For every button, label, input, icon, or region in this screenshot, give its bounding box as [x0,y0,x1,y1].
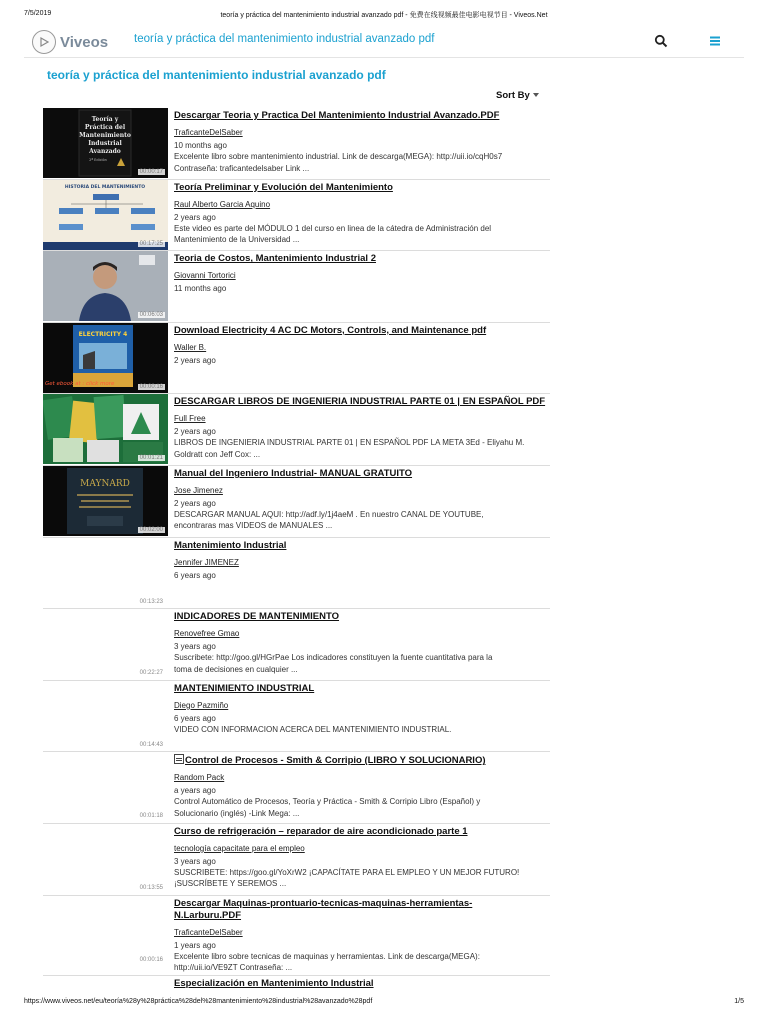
video-thumbnail[interactable] [43,752,168,822]
video-title-link[interactable]: Especialización en Mantenimiento Industrial [174,977,374,989]
video-description-continued: Contraseña: traficantedelsaber Link ... [174,163,310,173]
video-duration: 00:02:00 [139,526,163,533]
book-title-line-5: Avanzado [89,148,121,155]
book-title-line-3: Mantenimiento [79,132,131,139]
video-description: Control Automático de Procesos, Teoría y Práctica - Smith & Corripio Libro (Español) y [174,797,481,807]
video-thumbnail[interactable] [43,108,168,178]
video-title-link[interactable]: DESCARGAR LIBROS DE INGENIERIA INDUSTRIAL PARTE 01 | EN ESPAÑOL PDF [174,396,546,408]
video-thumbnail[interactable] [43,824,168,894]
result-item[interactable] [43,609,550,681]
video-duration: 00:22:27 [139,670,163,677]
video-title-link[interactable]: Mantenimiento Industrial [174,539,287,551]
video-thumbnail[interactable] [43,394,168,464]
channel-link[interactable]: Waller B. [174,342,207,352]
video-description: Suscribete: http://goo.gl/HGrPae Los indicadores constituyen la fuente cuantitativa para la [174,653,493,663]
video-title-link[interactable] [174,754,550,767]
print-page-number: 1/5 [734,998,744,1005]
electricity-book-thumbnail-image [43,323,168,393]
manual-cover-thumbnail-image [43,466,168,536]
video-title-text: Control de Procesos - Smith & Corripio (LIBRO Y SOLUCIONARIO) [185,755,486,767]
print-document-title: teoría y práctica del mantenimiento industrial avanzado pdf - 免费在线视频最佳电影电视节目 - Viveos.Net [220,12,548,19]
upload-age: 2 years ago [174,212,216,222]
slide-diagram-thumbnail-image [43,180,168,250]
result-info [174,253,550,294]
result-item[interactable] [43,180,550,252]
video-duration: 00:00:16 [139,383,163,390]
result-info [174,683,550,736]
upload-age: 6 years ago [174,570,216,580]
search-results-list [43,108,550,990]
upload-age: 2 years ago [174,427,216,437]
book-cover-title: ELECTRICITY 4 [78,330,128,338]
channel-link[interactable]: Giovanni Tortorici [174,271,236,281]
video-thumbnail[interactable] [43,180,168,250]
result-info [174,468,550,532]
book-edition: 2ª Edición [89,158,107,162]
book-title-line-1: Teoría y [91,116,119,123]
upload-age: 3 years ago [174,856,216,866]
video-thumbnail[interactable] [43,323,168,393]
upload-age: 11 months ago [174,284,227,294]
video-duration: 00:00:16 [139,956,163,963]
page-heading: teoría y práctica del mantenimiento industrial avanzado pdf [47,68,386,82]
video-duration: 00:13:55 [139,884,163,891]
channel-link[interactable]: Raul Alberto Garcia Aquino [174,199,271,209]
video-thumbnail[interactable] [43,609,168,679]
print-date: 7/5/2019 [24,10,52,17]
book-title-line-4: Industrial [88,140,122,147]
video-title-link[interactable]: Descargar Maquinas-prontuario-tecnicas-maquinas-herramientas-N.Larburu.PDF [174,897,473,921]
result-info [174,611,550,675]
result-info [174,978,550,990]
channel-link[interactable]: Full Free [174,414,206,424]
result-info [174,826,550,890]
viveos-logo[interactable] [32,28,108,56]
result-item[interactable] [43,681,550,753]
video-description-continued: toma de decisiones en cualquier ... [174,664,298,674]
print-footer [24,998,744,1010]
video-title-link[interactable]: Download Electricity 4 AC DC Motors, Controls, and Maintenance pdf [174,324,487,336]
sort-by-label: Sort By [496,90,530,101]
video-description-continued: Goldratt con Jeff Cox: ... [174,449,261,459]
channel-link[interactable]: Renovefree Gmao [174,629,240,639]
video-description-continued: encontraras mas VIDEOS de MANUALES ... [174,521,333,531]
promo-overlay-text: Get ebook at : click more [45,380,115,387]
video-description: VIDEO CON INFORMACION ACERCA DEL MANTENIMIENTO INDUSTRIAL. [174,724,452,734]
video-duration: 00:17:25 [139,240,163,247]
result-info [174,540,550,581]
video-title-link[interactable]: INDICADORES DE MANTENIMIENTO [174,611,340,623]
nav-page-title[interactable]: teoría y práctica del mantenimiento industrial avanzado pdf [134,33,435,45]
video-thumbnail[interactable] [43,896,168,966]
video-duration: 00:00:17 [139,169,163,175]
result-item[interactable] [43,251,550,323]
channel-link[interactable]: TraficanteDelSaber [174,128,243,137]
top-navbar [24,26,744,58]
result-info [174,325,550,366]
video-duration: 00:01:21 [139,455,163,462]
channel-link[interactable]: Jennifer JIMENEZ [174,557,239,567]
video-title-link[interactable]: Descargar Teoria y Practica Del Mantenimiento Industrial Avanzado.PDF [174,110,500,121]
sort-by-dropdown[interactable] [496,90,539,101]
print-header [24,10,744,22]
video-duration: 00:06:03 [139,312,163,319]
hamburger-menu-icon[interactable] [708,34,722,48]
video-thumbnail[interactable] [43,681,168,751]
result-info [174,182,550,246]
channel-link[interactable]: Diego Pazmiño [174,700,229,710]
result-info [174,110,550,174]
upload-age: a years ago [174,786,216,796]
channel-link[interactable]: TraficanteDelSaber [174,927,243,937]
video-description: LIBROS DE INGENIERIA INDUSTRIAL PARTE 01 | EN ESPAÑOL PDF LA META 3Ed - Eliyahu M. [174,438,525,448]
video-thumbnail[interactable] [43,538,168,608]
video-thumbnail[interactable] [43,466,168,536]
video-description: Excelente libro sobre tecnicas de maquinas y herramientas. Link de descarga(MEGA): [174,951,480,961]
print-url: https://www.viveos.net/eu/teoría%28y%28práctica%28del%28mantenimiento%28industrial%28avanzado%28pdf [24,998,373,1005]
result-item[interactable] [43,896,550,976]
book-title-line-2: Práctica del [84,124,126,131]
video-duration: 00:13:23 [139,598,163,605]
channel-link[interactable]: tecnología capacitate para el empleo [174,843,305,853]
video-thumbnail[interactable] [43,251,168,321]
upload-age: 10 months ago [174,141,227,150]
slide-title: HISTORIA DEL MANTENIMIENTO [64,184,146,190]
logo-text: Viveos [60,33,109,51]
webcam-presenter-thumbnail-image [43,251,168,321]
chevron-down-icon [533,93,539,97]
result-item[interactable] [43,538,550,610]
result-item[interactable] [43,976,550,990]
result-item[interactable] [43,323,550,395]
video-description: SUSCRIBETE: https://goo.gl/YoXrW2 ¡CAPACÍTATE PARA EL EMPLEO Y UN MEJOR FUTURO! [174,867,520,877]
result-item[interactable] [43,108,550,180]
result-info [174,396,550,460]
upload-age: 2 years ago [174,355,216,365]
manual-cover-title: MAYNARD [80,478,130,489]
result-item[interactable] [43,824,550,896]
book-collage-thumbnail-image [43,394,168,464]
video-description: DESCARGAR MANUAL AQUI: http://adf.ly/1j4aeM . En nuestro CANAL DE YOUTUBE, [174,509,484,519]
video-description: Este video es parte del MÓDULO 1 del curso en linea de la cátedra de Administración del [174,223,492,233]
upload-age: 3 years ago [174,642,216,652]
search-icon[interactable] [654,34,668,48]
upload-age: 1 years ago [174,940,216,950]
video-title-link[interactable]: Teoria de Costos, Mantenimiento Industrial 2 [174,253,376,265]
play-logo-icon [32,30,56,54]
video-title-link[interactable]: Teoría Preliminar y Evolución del Mantenimiento [174,181,393,193]
video-description-continued: Solucionario (inglés) -Link Mega: ... [174,808,300,818]
result-item[interactable] [43,394,550,466]
upload-age: 6 years ago [174,713,216,723]
video-title-link[interactable]: MANTENIMIENTO INDUSTRIAL [174,682,315,694]
video-description-continued: http://uii.io/VE9ZT Contraseña: ... [174,963,293,973]
upload-age: 2 years ago [174,498,216,508]
video-duration: 00:01:18 [139,813,163,820]
video-description-continued: ¡SUSCRÍBETE Y SEREMOS ... [174,879,287,889]
document-icon [174,754,184,764]
result-info [174,898,550,974]
result-info [174,754,550,819]
video-description: Excelente libro sobre mantenimiento industrial. Link de descarga(MEGA): http://uii.io/cqH0s7 [174,152,503,161]
channel-link[interactable]: Jose Jimenez [174,485,223,495]
video-duration: 00:14:43 [139,741,163,748]
video-title-link[interactable]: Manual del Ingeniero Industrial- MANUAL GRATUITO [174,467,413,479]
video-title-link[interactable]: Curso de refrigeración – reparador de aire acondicionado parte 1 [174,825,468,837]
book-cover-thumbnail-image [43,108,168,178]
result-item[interactable] [43,466,550,538]
video-description-continued: Mantenimiento de la Universidad ... [174,235,300,245]
channel-link[interactable]: Random Pack [174,773,225,783]
result-item[interactable] [43,752,550,824]
